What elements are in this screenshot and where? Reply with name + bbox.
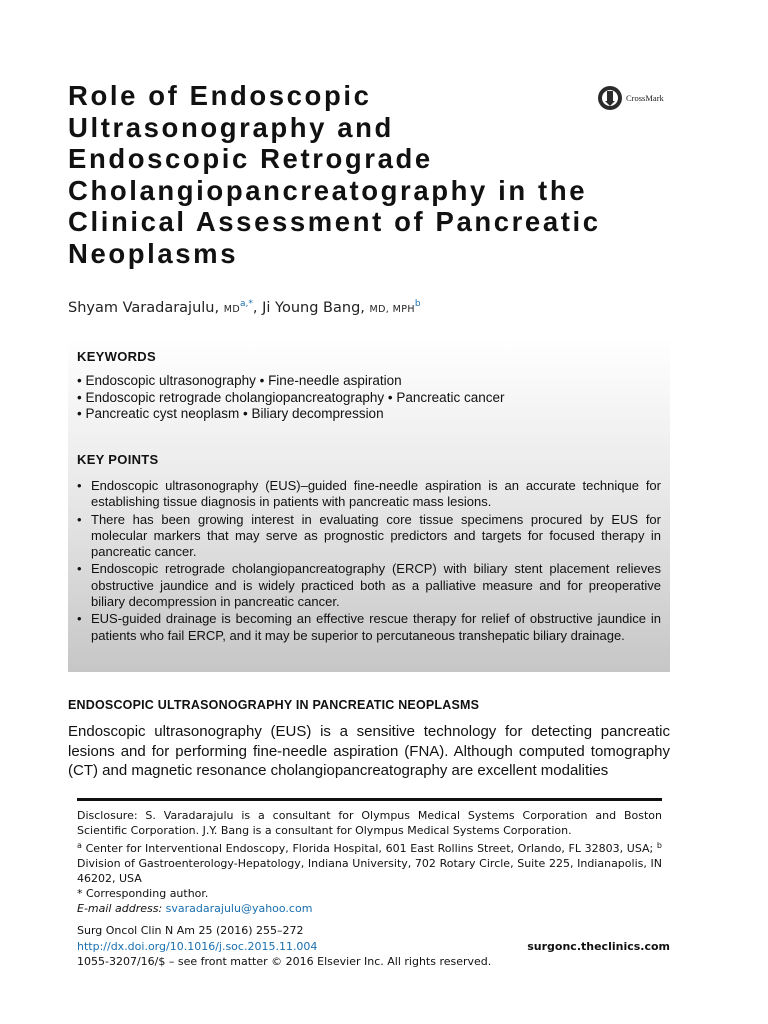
copyright-line: 1055-3207/16/$ – see front matter © 2016 Elsevier Inc. All rights reserved. <box>77 955 492 968</box>
keywords-keypoints-box <box>68 338 670 672</box>
author-name: Ji Young Bang, <box>262 300 365 316</box>
affiliation-text: Center for Interventional Endoscopy, Florida Hospital, 601 East Rollins Street, Orlando, FL 32803, USA; <box>81 842 657 855</box>
key-point-item: • Endoscopic retrograde cholangiopancreatography (ERCP) with biliary stent placement relieves obstructive jaundice and is widely practiced both as a palliative measure and for preoperative biliary decompression in pancreatic cancer. <box>77 561 661 610</box>
author-degree: MD <box>223 304 241 315</box>
title-line: Endoscopic Retrograde <box>68 143 433 174</box>
journal-citation: Surg Oncol Clin N Am 25 (2016) 255–272 <box>77 924 304 937</box>
keywords-heading: KEYWORDS <box>77 349 156 364</box>
author-separator: , <box>252 300 258 316</box>
key-points-list <box>77 478 661 645</box>
keyword-line: • Endoscopic retrograde cholangiopancreatography • Pancreatic cancer <box>77 389 505 405</box>
key-point-item: • There has been growing interest in evaluating core tissue specimens procured by EUS for molecular markers that may serve as prognostic predictors and targets for focused therapy in pancreatic cancer. <box>77 512 661 561</box>
affiliation-marker[interactable]: a,* <box>240 299 253 309</box>
affiliation-text: Division of Gastroenterology-Hepatology, Indiana University, 702 Rotary Circle, Suite 225, Indianapolis, IN 46202, USA <box>77 857 662 885</box>
body-paragraph: Endoscopic ultrasonography (EUS) is a sensitive technology for detecting pancreatic lesions and for performing fine-needle aspiration (FNA). Although computed tomography (CT) and magnetic resonance cholangiopancreatography are excellent modalities <box>68 723 670 779</box>
keyword-line: • Endoscopic ultrasonography • Fine-needle aspiration <box>77 373 402 388</box>
author-name: Shyam Varadarajulu, <box>68 300 220 316</box>
footnote-divider <box>77 798 662 801</box>
crossmark-badge[interactable] <box>597 85 664 111</box>
author-line <box>68 299 668 316</box>
crossmark-label: CrossMark <box>626 93 664 103</box>
affiliations-note <box>77 838 662 886</box>
footnotes <box>77 808 662 916</box>
article-title <box>68 80 678 269</box>
title-line: Cholangiopancreatography in the <box>68 174 588 206</box>
author-degree: MD, MPH <box>369 304 415 315</box>
title-line: Role of Endoscopic <box>68 80 372 111</box>
key-point-item: • Endoscopic ultrasonography (EUS)–guided fine-needle aspiration is an accurate technique for establishing tissue diagnosis in patients with pancreatic mass lesions. <box>77 478 661 511</box>
key-point-item: • EUS-guided drainage is becoming an effective rescue therapy for relief of obstructive jaundice in patients who fail ERCP, and it may be superior to percutaneous transhepatic biliary drainage. <box>77 611 661 644</box>
section-heading: ENDOSCOPIC ULTRASONOGRAPHY IN PANCREATIC NEOPLASMS <box>68 698 480 712</box>
affiliation-marker: a <box>77 841 82 850</box>
email-label: E-mail address: <box>77 902 163 915</box>
affiliation-marker: b <box>656 841 662 850</box>
title-line: Neoplasms <box>68 237 239 269</box>
affiliation-marker[interactable]: b <box>414 299 421 309</box>
keyword-line: • Pancreatic cyst neoplasm • Biliary decompression <box>77 406 384 421</box>
key-points-heading: KEY POINTS <box>77 452 159 467</box>
crossmark-icon <box>597 85 623 111</box>
corresponding-note: * Corresponding author. <box>77 887 209 900</box>
email-link[interactable]: svaradarajulu@yahoo.com <box>165 902 313 915</box>
title-line: Clinical Assessment of Pancreatic <box>68 206 601 237</box>
doi-link[interactable]: http://dx.doi.org/10.1016/j.soc.2015.11.004 <box>77 939 318 953</box>
title-line: Ultrasonography and <box>68 111 394 143</box>
email-note <box>77 901 662 916</box>
disclosure-note: Disclosure: S. Varadarajulu is a consultant for Olympus Medical Systems Corporation and Boston Scientific Corporation. J.Y. Bang is a consultant for Olympus Medical Systems Corporation. <box>77 809 662 837</box>
citation-block <box>77 923 670 970</box>
journal-site[interactable]: surgonc.theclinics.com <box>527 939 670 953</box>
doi-row <box>77 939 670 955</box>
keywords-list <box>77 373 504 423</box>
